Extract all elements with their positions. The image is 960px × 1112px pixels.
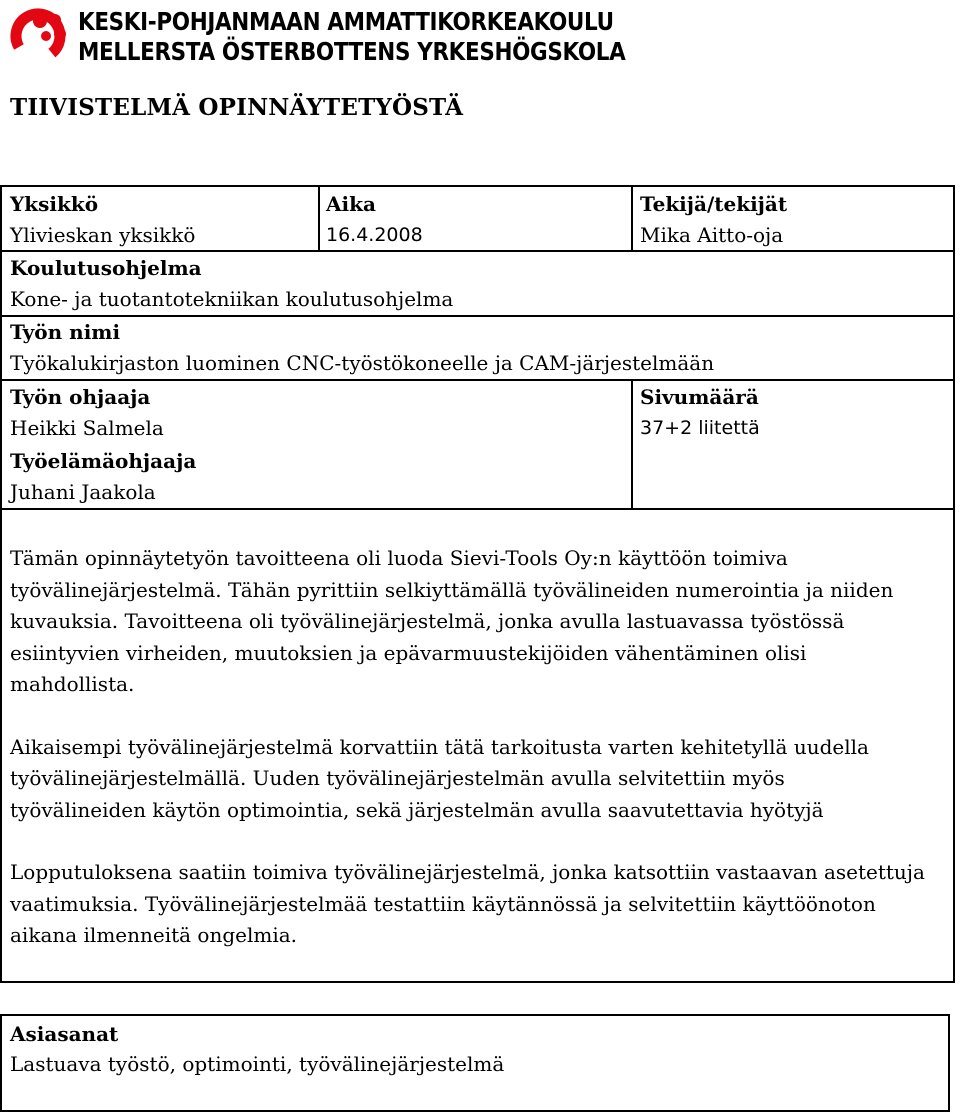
supervisor-label: Työn ohjaaja [10,385,151,409]
abstract-line: aikana ilmenneitä ongelmia. [10,923,298,947]
authors-label: Tekijä/tekijät [640,192,788,216]
divider [2,315,953,317]
abstract-text [10,543,950,983]
unit-label: Yksikkö [10,192,99,216]
programme-value: Kone- ja tuotantotekniikan koulutusohjelma [10,287,454,311]
org-name-swedish: MELLERSTA ÖSTERBOTTENS YRKESHÖGSKOLA [78,37,626,66]
abstract-line: esiintyvien virheiden, muutoksien ja epävarmuustekijöiden vähentäminen olisi [10,640,807,665]
abstract-line: kuvauksia. Tavoitteena oli työvälinejärjestelmä, jonka avulla lastuavassa työstössä [10,609,845,633]
keywords-value: Lastuava työstö, optimointi, työvälinejärjestelmä [10,1052,505,1076]
page-title: TIIVISTELMÄ OPINNÄYTETYÖSTÄ [10,94,464,121]
work-name-label: Työn nimi [10,320,121,344]
abstract-line: työvälinejärjestelmä. Tähän pyrittiin selkiyttämällä työvälineiden numerointia ja niiden [10,577,894,602]
header [8,4,648,70]
keywords-box [0,1014,950,1112]
divider [631,379,633,508]
abstract-line: Tämän opinnäytetyön tavoitteena oli luoda Sievi-Tools Oy:n käyttöön toimiva [10,546,788,570]
work-name-value: Työkalukirjaston luominen CNC-työstökoneelle ja CAM-järjestelmään [10,351,715,375]
abstract-line: vaatimuksia. Työvälinejärjestelmää testattiin käytännössä ja selvitettiin käyttöönoton [10,891,876,916]
abstract-paragraph [10,732,950,827]
pages-value: 37+2 liitettä [640,417,760,439]
time-value: 16.4.2008 [326,224,423,246]
supervisor-value: Heikki Salmela [10,416,164,440]
divider [631,187,633,250]
abstract-line: työvälineiden käytön optimointia, sekä järjestelmän avulla saavutettavia hyötyjä [10,797,824,822]
abstract-line: työvälinejärjestelmällä. Uuden työvälinejärjestelmän avulla selvitettiin myös [10,766,785,790]
keywords-label: Asiasanat [10,1022,119,1046]
university-logo-icon [8,6,68,66]
pages-label: Sivumäärä [640,385,759,409]
work-supervisor-value: Juhani Jaakola [10,480,156,504]
abstract-paragraph [10,857,950,952]
abstract-line: Lopputuloksena saatiin toimiva työvälinejärjestelmä, jonka katsottiin vastaavan asetettuja [10,860,925,884]
time-label: Aika [326,192,376,216]
authors-value: Mika Aitto-oja [640,223,784,247]
divider [318,187,320,250]
thesis-info-box [0,185,955,983]
abstract-line: Aikaisempi työvälinejärjestelmä korvattiin tätä tarkoitusta varten kehitetyllä uudella [10,734,869,759]
divider [2,508,953,510]
work-supervisor-label: Työelämäohjaaja [10,449,197,473]
unit-value: Ylivieskan yksikkö [10,223,196,247]
abstract-line: mahdollista. [10,672,135,696]
org-name-finnish: KESKI-POHJANMAAN AMMATTIKORKEAKOULU [78,7,614,36]
abstract-paragraph [10,543,950,701]
programme-label: Koulutusohjelma [10,256,202,280]
divider [2,250,953,252]
divider [2,379,953,381]
